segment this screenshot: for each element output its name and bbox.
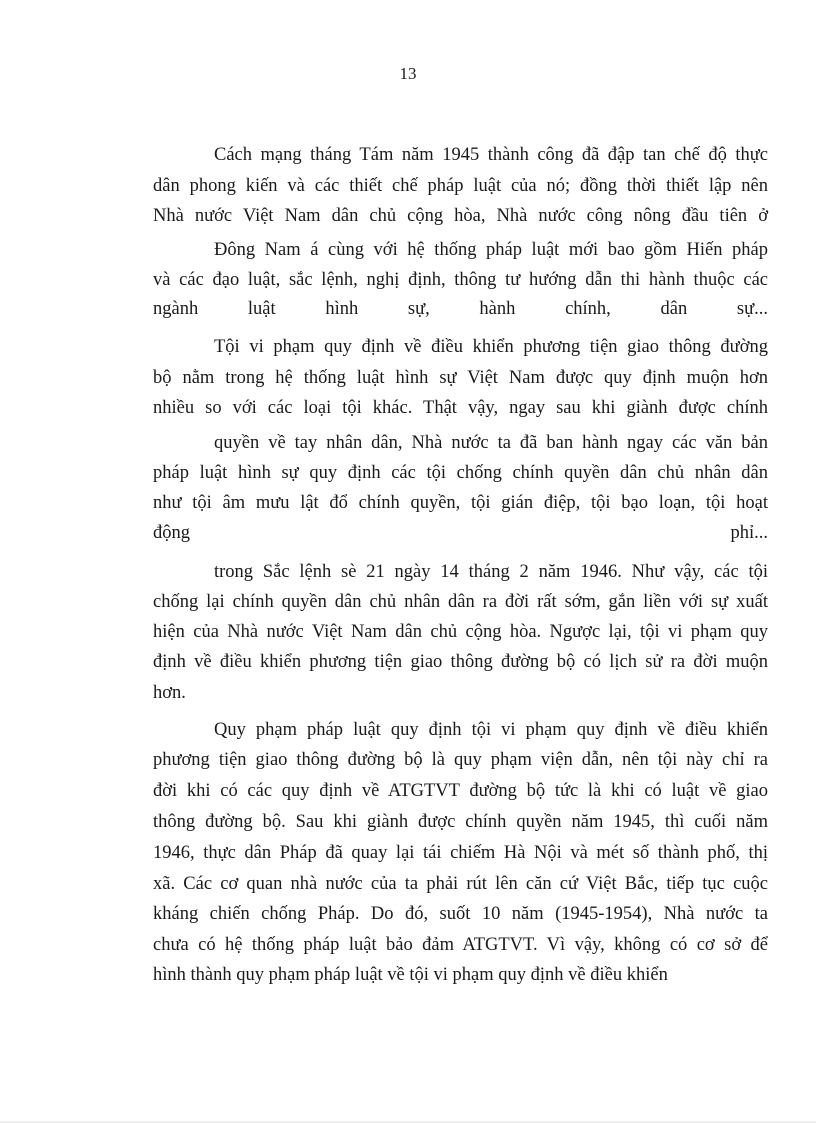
text-line: trong Sắc lệnh sè 21 ngày 14 tháng 2 năm 1946. Như vậy, các tội <box>214 562 768 582</box>
text-line: pháp luật hình sự quy định các tội chống chính quyền dân chủ nhân dân <box>153 463 768 483</box>
text-line: Đông Nam á cùng với hệ thống pháp luật mới bao gồm Hiến pháp <box>214 240 768 260</box>
text-line: phương tiện giao thông đường bộ là quy phạm viện dẫn, nên tội này chỉ ra <box>153 750 768 770</box>
text-line: thông đường bộ. Sau khi giành được chính quyền năm 1945, thì cuối năm <box>153 812 768 832</box>
text-line: Quy phạm pháp luật quy định tội vi phạm quy định về điều khiển <box>214 720 768 740</box>
text-line: đời khi có các quy định về ATGTVT đường bộ tức là khi có luật về giao <box>153 781 768 801</box>
text-line: dân phong kiến và các thiết chế pháp luật của nó; đồng thời thiết lập nên <box>153 176 768 196</box>
text-line: hơn. <box>153 683 186 703</box>
text-line: nhiều so với các loại tội khác. Thật vậy, ngay sau khi giành được chính <box>153 398 768 418</box>
text-line: chưa có hệ thống pháp luật bảo đảm ATGTVT. Vì vậy, không có cơ sở để <box>153 935 768 955</box>
text-line: Cách mạng tháng Tám năm 1945 thành công đã đập tan chế độ thực <box>214 145 768 165</box>
page-number: 13 <box>399 64 417 83</box>
text-line: bộ nằm trong hệ thống luật hình sự Việt Nam được quy định muộn hơn <box>153 368 768 388</box>
text-line: 1946, thực dân Pháp đã quay lại tái chiếm Hà Nội và mét số thành phố, thị <box>153 843 768 863</box>
text-line: động phỉ... <box>153 523 768 543</box>
text-line: ngành luật hình sự, hành chính, dân sự... <box>153 299 768 319</box>
text-line: hiện của Nhà nước Việt Nam dân chủ cộng hòa. Ngược lại, tội vi phạm quy <box>153 622 768 642</box>
text-line: kháng chiến chống Pháp. Do đó, suốt 10 năm (1945-1954), Nhà nước ta <box>153 904 768 924</box>
text-line: định về điều khiển phương tiện giao thông đường bộ có lịch sử ra đời muộn <box>153 652 768 672</box>
text-line: như tội âm mưu lật đổ chính quyền, tội gián điệp, tội bạo loạn, tội hoạt <box>153 493 768 513</box>
text-line: chống lại chính quyền dân chủ nhân dân ra đời rất sớm, gắn liền với sự xuất <box>153 592 768 612</box>
text-line: Tội vi phạm quy định về điều khiển phương tiện giao thông đường <box>214 337 768 357</box>
text-line: hình thành quy phạm pháp luật về tội vi phạm quy định về điều khiển <box>153 965 668 985</box>
text-line: quyền về tay nhân dân, Nhà nước ta đã ban hành ngay các văn bản <box>214 433 768 453</box>
text-line: Nhà nước Việt Nam dân chủ cộng hòa, Nhà nước công nông đầu tiên ở <box>153 206 768 226</box>
text-line: và các đạo luật, sắc lệnh, nghị định, thông tư hướng dẫn thi hành thuộc các <box>153 270 768 290</box>
text-line: xã. Các cơ quan nhà nước của ta phải rút lên căn cứ Việt Bắc, tiếp tục cuộc <box>153 874 768 894</box>
